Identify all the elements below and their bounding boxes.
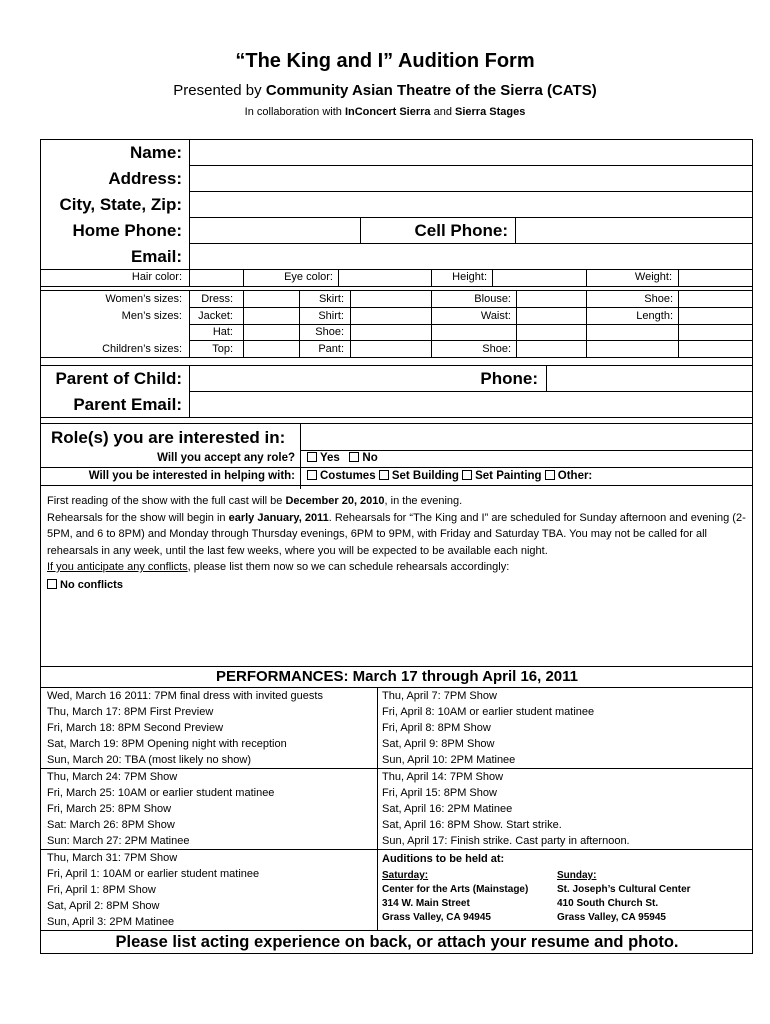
jacket-label: Jacket: xyxy=(198,310,233,322)
accept-role-question: Will you accept any role? xyxy=(157,452,295,464)
schedule-week-4 xyxy=(382,688,594,768)
p1-text: First reading of the show with the full cast will be xyxy=(47,495,286,507)
yes-checkbox[interactable] xyxy=(307,452,340,464)
mens-sizes-label: Men’s sizes: xyxy=(121,310,182,322)
pant-label: Pant: xyxy=(318,343,344,355)
weight-label: Weight: xyxy=(634,271,672,283)
costumes-label: Costumes xyxy=(320,470,376,482)
performance-item: Fri, March 25: 8PM Show xyxy=(47,803,172,815)
parent-phone-field[interactable] xyxy=(547,367,753,391)
conflicts-field[interactable] xyxy=(47,605,747,663)
name-field[interactable] xyxy=(190,141,753,165)
no-conflicts-checkbox[interactable] xyxy=(47,577,747,594)
conflicts-line xyxy=(47,559,747,576)
waist-label: Waist: xyxy=(480,310,511,322)
womens-shoe-label: Shoe: xyxy=(644,293,673,305)
performance-item: Fri, March 25: 10AM or earlier student matinee xyxy=(47,787,275,799)
top-label: Top: xyxy=(212,343,233,355)
presented-prefix: Presented by xyxy=(173,82,266,99)
checkbox-icon xyxy=(307,470,317,480)
p3-rest: , please list them now so we can schedule rehearsals accordingly: xyxy=(187,561,510,573)
checkbox-icon xyxy=(462,470,472,480)
cell-phone-field[interactable] xyxy=(516,219,753,243)
womens-sizes-label: Women’s sizes: xyxy=(105,293,182,305)
email-field[interactable] xyxy=(190,245,753,269)
shoe-label: Shoe: xyxy=(315,326,344,338)
parent-email-label: Parent Email: xyxy=(73,395,182,414)
sunday-venue-name: St. Joseph’s Cultural Center xyxy=(557,884,691,895)
hat-label: Hat: xyxy=(212,326,233,338)
p1-end: , in the evening. xyxy=(384,495,463,507)
childrens-shoe-label: Shoe: xyxy=(482,343,511,355)
footer-note: Please list acting experience on back, or attach your resume and photo. xyxy=(115,933,679,951)
helping-options xyxy=(307,468,592,485)
checkbox-icon xyxy=(545,470,555,480)
length-label: Length: xyxy=(636,310,673,322)
no-conflicts-label: No conflicts xyxy=(60,578,123,591)
performance-item: Thu, March 31: 7PM Show xyxy=(47,852,178,864)
parent-phone-label: Phone: xyxy=(480,369,538,388)
form-title: “The King and I” Audition Form xyxy=(235,50,535,72)
performance-item: Fri, March 18: 8PM Second Preview xyxy=(47,722,224,734)
set-building-checkbox[interactable] xyxy=(379,470,459,482)
parent-name-field[interactable] xyxy=(190,367,470,391)
home-phone-label: Home Phone: xyxy=(72,221,182,240)
yes-label: Yes xyxy=(320,452,340,464)
city-state-zip-field[interactable] xyxy=(190,193,753,217)
first-reading-date: December 20, 2010 xyxy=(285,495,385,507)
schedule-week-3 xyxy=(47,850,259,930)
performance-item: Thu, April 14: 7PM Show xyxy=(382,771,504,783)
set-building-label: Set Building xyxy=(391,470,459,482)
performance-item: Sat, April 16: 2PM Matinee xyxy=(382,803,513,815)
presented-by xyxy=(0,82,770,99)
roles-field[interactable] xyxy=(301,424,753,450)
schedule-week-5 xyxy=(382,769,630,849)
performance-item: Sun, March 20: TBA (most likely no show) xyxy=(47,754,251,766)
performance-item: Fri, April 1: 8PM Show xyxy=(47,884,156,896)
collab-2: Sierra Stages xyxy=(455,106,526,118)
performance-item: Fri, April 15: 8PM Show xyxy=(382,787,497,799)
no-checkbox[interactable] xyxy=(349,452,377,464)
no-label: No xyxy=(362,452,378,464)
roles-label: Role(s) you are interested in: xyxy=(51,428,286,447)
p2-rest: . Rehearsals for “The King and I” are scheduled for Sunday afternoon and evening (2-5PM, and 6 to 8PM) and Monday through Thursday evenings, 6PM to 9PM, with Friday and Saturday TBA. You may not be called for all rehearsals in any week, until the last few weeks, where you will be expected to be available each night. xyxy=(47,511,746,557)
sunday-label: Sunday: xyxy=(557,870,597,881)
performance-item: Sun, April 10: 2PM Matinee xyxy=(382,754,516,766)
performance-item: Sat: March 26: 8PM Show xyxy=(47,819,175,831)
shirt-label: Shirt: xyxy=(318,310,344,322)
performance-item: Sat, April 16: 8PM Show. Start strike. xyxy=(382,819,562,831)
checkbox-icon xyxy=(47,579,57,589)
other-checkbox[interactable] xyxy=(545,470,593,482)
performance-item: Sat, April 2: 8PM Show xyxy=(47,900,160,912)
auditions-title: Auditions to be held at: xyxy=(382,853,505,865)
performance-item: Thu, April 7: 7PM Show xyxy=(382,690,497,702)
rehearsals-paragraph xyxy=(47,510,747,560)
costumes-checkbox[interactable] xyxy=(307,470,376,482)
checkbox-icon xyxy=(349,452,359,462)
saturday-label: Saturday: xyxy=(382,870,429,881)
rehearsal-info xyxy=(47,493,747,593)
other-label: Other: xyxy=(557,470,593,482)
p2-text: Rehearsals for the show will begin in xyxy=(47,511,229,524)
set-painting-label: Set Painting xyxy=(475,470,542,482)
performance-item: Fri, April 8: 10AM or earlier student matinee xyxy=(382,706,595,718)
sunday-address: 410 South Church St. xyxy=(557,898,659,909)
saturday-venue xyxy=(382,869,528,925)
parent-of-child-label: Parent of Child: xyxy=(55,369,182,388)
dress-label: Dress: xyxy=(201,293,233,305)
blouse-label: Blouse: xyxy=(474,293,511,305)
saturday-venue-name: Center for the Arts (Mainstage) xyxy=(382,884,529,895)
performances-title: PERFORMANCES: March 17 through April 16, 2011 xyxy=(215,668,579,685)
sunday-venue xyxy=(557,869,691,925)
collab-and: and xyxy=(430,106,455,118)
rehearsal-start: early January, 2011 xyxy=(228,511,329,524)
address-field[interactable] xyxy=(190,167,753,191)
schedule-week-1 xyxy=(47,688,323,768)
performance-item: Fri, April 1: 10AM or earlier student matinee xyxy=(47,868,260,880)
performance-item: Sun, April 17: Finish strike. Cast party in afternoon. xyxy=(382,835,630,847)
hair-color-label: Hair color: xyxy=(131,271,182,283)
parent-email-field[interactable] xyxy=(190,393,753,417)
home-phone-field[interactable] xyxy=(190,219,360,243)
cell-phone-label: Cell Phone: xyxy=(414,221,508,240)
skirt-label: Skirt: xyxy=(318,293,344,305)
eye-color-label: Eye color: xyxy=(284,271,333,283)
performance-item: Wed, March 16 2011: 7PM final dress with invited guests xyxy=(47,690,323,702)
checkbox-icon xyxy=(307,452,317,462)
checkbox-icon xyxy=(379,470,389,480)
address-label: Address: xyxy=(108,169,182,188)
collab-1: InConcert Sierra xyxy=(344,106,431,118)
collab-prefix: In collaboration with xyxy=(244,106,345,118)
performance-item: Sat, March 19: 8PM Opening night with reception xyxy=(47,738,287,750)
conflicts-underlined: If you anticipate any conflicts xyxy=(47,561,188,573)
audition-form xyxy=(40,139,753,954)
helping-question: Will you be interested in helping with: xyxy=(88,470,295,482)
height-label: Height: xyxy=(452,271,487,283)
performance-item: Thu, March 24: 7PM Show xyxy=(47,771,178,783)
collaboration-line xyxy=(0,106,770,118)
accept-role-options xyxy=(307,450,378,467)
schedule-week-2 xyxy=(47,769,274,849)
presenter-name: Community Asian Theatre of the Sierra (CATS) xyxy=(265,82,597,99)
performance-item: Fri, April 8: 8PM Show xyxy=(382,722,491,734)
sunday-city: Grass Valley, CA 95945 xyxy=(557,912,666,923)
first-reading-line xyxy=(47,493,747,510)
city-state-zip-label: City, State, Zip: xyxy=(59,195,182,214)
performance-item: Thu, March 17: 8PM First Preview xyxy=(47,706,214,718)
childrens-sizes-label: Children’s sizes: xyxy=(102,343,182,355)
saturday-address: 314 W. Main Street xyxy=(382,898,470,909)
email-label: Email: xyxy=(130,247,182,266)
performance-item: Sun, April 3: 2PM Matinee xyxy=(47,916,175,928)
saturday-city: Grass Valley, CA 94945 xyxy=(382,912,491,923)
name-label: Name: xyxy=(130,143,182,162)
performance-item: Sun: March 27: 2PM Matinee xyxy=(47,835,190,847)
set-painting-checkbox[interactable] xyxy=(462,470,541,482)
performance-item: Sat, April 9: 8PM Show xyxy=(382,738,495,750)
